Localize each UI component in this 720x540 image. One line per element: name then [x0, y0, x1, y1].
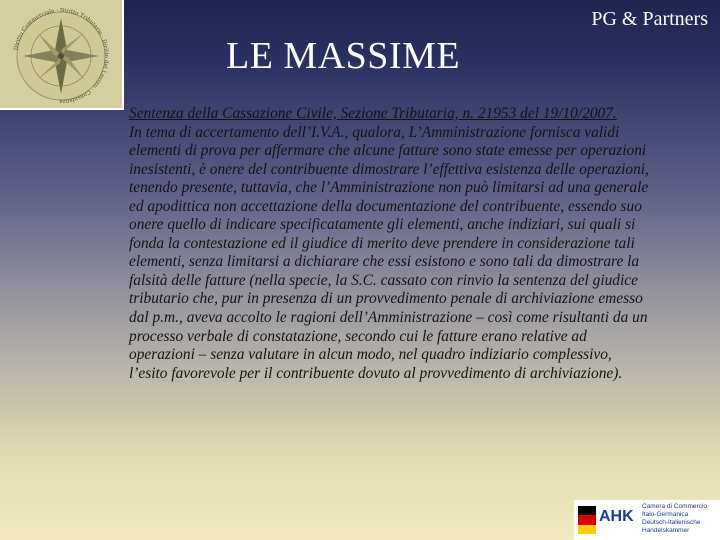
flag-stripe	[578, 515, 596, 524]
ruling-heading: Sentenza della Cassazione Civile, Sezione Tributaria, n. 21953 del 19/10/2007.	[129, 105, 617, 122]
ruling-text	[129, 105, 649, 383]
logo-ring-text: Diritto Commerciale · Diritto Tributario · Diritto del Lavoro · Consulenza	[13, 7, 110, 105]
flag-stripe	[578, 506, 596, 515]
logo-panel	[0, 0, 124, 110]
ahk-label: AHK	[599, 508, 634, 525]
ruling-body: In tema di accertamento dell’I.V.A., qualora, L’Amministrazione fornisca validi elementi di prova per affermare che alcune fatture sono state emesse per operazioni inesistenti, è onere del contribuente dimostrare l’effettiva esistenza delle operazioni, tenendo presente, tuttavia, che l’Amministrazione non può limitarsi ad una generale ed apodittica non accettazione della documentazione del contribuente, essendo suo onere quello di indicare specificatamente gli elementi, anche indiziari, sui quali si fonda la contestazione ed il giudice di merito deve prendere in considerazione tali elementi, senza limitarsi a dichiarare che essi esistono e sono tali da dimostrare la falsità delle fatture (nella specie, la S.C. cassato con rinvio la sentenza del giudice tributario che, pur in presenza di un provvedimento penale di archiviazione emesso dal p.m., aveva accolto le ragioni dell’Amministrazione – così come risultanti da un processo verbale di constatazione, secondo cui le fatture erano relative ad operazioni – senza valutare in alcun modo, nel quadro indiziario complessivo, l’esito favorevole per il contribuente dovuto al provvedimento di archiviazione).	[129, 123, 649, 382]
page-title: LE MASSIME	[226, 35, 461, 77]
ahk-line: Camera di Commercio	[642, 503, 708, 510]
brand-name: PG & Partners	[591, 8, 708, 30]
ahk-line: Italo-Germanica	[642, 511, 689, 518]
ahk-lines	[642, 503, 707, 535]
compass-rose-icon	[0, 0, 122, 108]
ahk-logo	[574, 500, 720, 540]
german-flag-icon	[578, 506, 596, 534]
ahk-line: Deutsch-Italienische	[642, 519, 701, 526]
ahk-line: Handelskammer	[642, 527, 690, 534]
flag-stripe	[578, 525, 596, 534]
